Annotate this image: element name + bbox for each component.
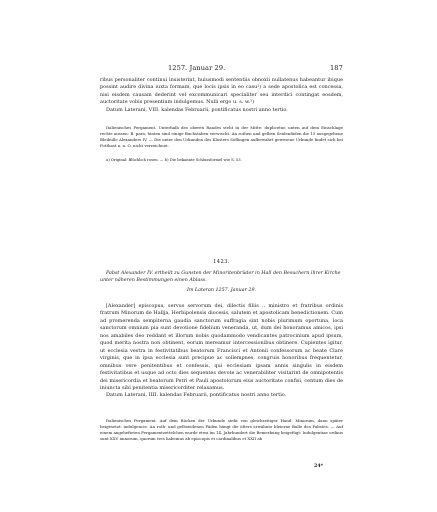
charter-body: [Alexander] episcopus, servus servorum dei, dilectis filiis .. ministro et fratribus ordinis fratrum Minorum de Hallja, Herbipolensis diocesis, salutem et apostolicam benedictionem. Cum ad promerenda sempiterna gaudia sanctorum suffragia sint nobis plurimum oportuna, loca sanctorum omnium pia sunt devotione fidelium veneranda, ut, dum dei honoramus amicos, ipsi nos amabiles deo reddant et illorum nobis quodammodo vendicantes patrocinium apud ipsum, quod merita nostra non obtinent, eorum mereamur intercessionibus obtinere. Cupientes igitur, ut ecclesia vestra in festivitatibus beatorum Francisci et Antonii confessorum ac beate Clare virginis, que in ipsa ecclesia sunt precipue ac sollempnes, congruis honoribus frequentetur, omnibus vere penitentibus et confessis, qui ecclesiam ipsam annis singulis in eisdem festivitatibus et usque ad octo dies sequentes devote ac venerabiliter visitarint de omnipotentis dei misericordia et beatorum Petri et Pauli apostolorum eius auctoritate confisi, centum dies de iniuncta sibi penitentia misericorditer relaxamus. bbox=[100, 303, 343, 391]
charter-dating: Datum Laterani, VIII. kalendas Februarii, pontificatus nostri anno tertio. bbox=[106, 106, 288, 113]
footnote-text: a) Original: Blüchlich rosen. — b) Die bekannte Schlussformel wie S. 53. bbox=[106, 158, 242, 162]
archival-description: Italienisches Pergament. Unterhalb des oberen Randes steht in der Mitte: duplicetur, unten auf dem Einschlage rechts aussen: B. para; hinten sind einige Buchstaben verwischt. An rothen und gelben Seidenfäden die 15 ausgegebene Bleibulle Alexanders IV. — Die unter den Urkunden des Klosters Söflingen aufbewahrt gewesene Urkunde findet sich bei Potthast a. a. O. nicht verzeichnet. bbox=[100, 125, 343, 148]
archival-notes-text: Italienisches Pergament. Auf dem Rücken der Urkunde steht von gleichzeitiger Hand: Minorum, dann später beigesetzt: indulgencie. An roth- und gelbseidenen Fäden hängt die öfters erwähnte bleierne Bulle des Pabstes. — Auf einem angehefteten Pergamentzettelchen wurde etwa im 14. Jahrhundert die Bemerkung beigefügt: Indulgentiae ordinis sunt XXV annorum, quorum tres habemus ab episcopis et cardinalibus et XXII ab bbox=[100, 418, 343, 441]
footnotes bbox=[100, 157, 343, 163]
regest-text: Pabst Alexander IV. ertheilt zu Gunsten der Minoritenbrüder in Hall den Besuchern ihrer Kirche unter näheren Bestimmungen einen Ablass. bbox=[100, 271, 341, 284]
regest bbox=[100, 270, 343, 294]
archival-notes-bottom bbox=[100, 418, 343, 442]
charter-text-end: ribus personaliter continui insisterint, huiusmodi sententiis obnoxii nullatenus habeantur ibique possint audire divina iuxta formam, que locis ipsis in eo casu²) a sede apostolica est concessa, nisi eisdem causam dederint vel excommunicari specialiter seu interdici contingat eosdem, auctoritate vobis presentium indulgemus. Nulli ergo u. s. w.¹) bbox=[100, 77, 343, 106]
document-number: 1423. bbox=[213, 259, 230, 265]
charter-main-dating: Datum Laterani, IIII. kalendas Februarii, pontificatus nostri anno tertio. bbox=[106, 392, 287, 399]
signature-mark: 24* bbox=[314, 463, 324, 469]
charter-main-text bbox=[100, 303, 343, 400]
place-date-line: Im Lateran 1257. Januar 29. bbox=[186, 287, 257, 293]
archival-notes-top bbox=[100, 125, 343, 149]
continued-charter-text bbox=[100, 77, 343, 114]
page-number: 187 bbox=[330, 64, 343, 72]
header-date: 1257. Januar 29. bbox=[168, 64, 226, 72]
